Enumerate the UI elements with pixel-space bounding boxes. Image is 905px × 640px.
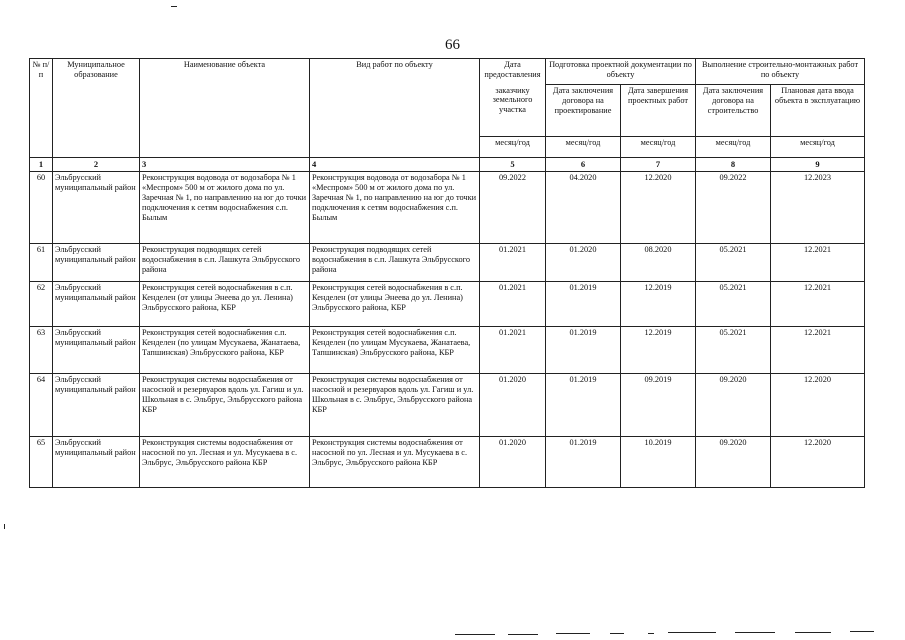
commission-cell: 12.2020 [771, 437, 865, 488]
header-commission-date: Плановая дата ввода объекта в эксплуатацию [771, 85, 865, 137]
municipality-cell: Эльбрусский муниципальный район [53, 282, 140, 327]
object-name-cell: Реконструкция системы водоснабжения от насосной по ул. Лесная и ул. Мусукаева в с. Эльбрус, Эльбрусского района КБР [140, 437, 310, 488]
design-contract-cell: 04.2020 [546, 172, 621, 244]
header-work-type: Вид работ по объекту [310, 59, 480, 158]
scan-mark [455, 634, 495, 635]
design-end-cell: 08.2020 [621, 244, 696, 282]
design-contract-cell: 01.2019 [546, 437, 621, 488]
row-number: 61 [30, 244, 53, 282]
build-contract-cell: 09.2020 [696, 374, 771, 437]
design-contract-cell: 01.2020 [546, 244, 621, 282]
unit-label: месяц/год [621, 137, 696, 158]
scan-mark [668, 632, 716, 633]
work-type-cell: Реконструкция системы водоснабжения от насосной и резервуаров вдоль ул. Гагиш и ул. Школьная в с. Эльбрус, Эльбрусского района КБР [310, 374, 480, 437]
investment-objects-table [29, 58, 865, 488]
object-name-cell: Реконструкция сетей водоснабжения с.п. Кенделен (по улицам Мусукаева, Жанатаева, Тапшинская) Эльбрусского района, КБР [140, 327, 310, 374]
commission-cell: 12.2021 [771, 327, 865, 374]
table-row [30, 244, 865, 282]
commission-cell: 12.2020 [771, 374, 865, 437]
unit-label: месяц/год [771, 137, 865, 158]
scan-mark [171, 6, 177, 7]
land-date-cell: 01.2020 [480, 437, 546, 488]
land-date-cell: 09.2022 [480, 172, 546, 244]
row-number: 63 [30, 327, 53, 374]
work-type-cell: Реконструкция водовода от водозабора № 1 «Меспром» 500 м от жилого дома по ул. Заречная № 1, по направлению на юг до точки подключения к сетям водоснабжения с.п. Былым [310, 172, 480, 244]
row-number: 64 [30, 374, 53, 437]
design-contract-cell: 01.2019 [546, 374, 621, 437]
header-design-contract: Дата заключения договора на проектирование [546, 85, 621, 137]
column-number: 1 [30, 158, 53, 172]
header-land-date-sub: заказчику земельного участка [480, 85, 546, 137]
object-name-cell: Реконструкция подводящих сетей водоснабжения в с.п. Лашкута Эльбрусского района [140, 244, 310, 282]
build-contract-cell: 09.2020 [696, 437, 771, 488]
object-name-cell: Реконструкция системы водоснабжения от насосной и резервуаров вдоль ул. Гагиш и ул. Школьная в с. Эльбрус, Эльбрусского района КБР [140, 374, 310, 437]
municipality-cell: Эльбрусский муниципальный район [53, 327, 140, 374]
design-end-cell: 12.2020 [621, 172, 696, 244]
scan-mark [610, 633, 624, 634]
column-number: 2 [53, 158, 140, 172]
page-number: 66 [445, 37, 460, 53]
column-numbers-row [30, 158, 865, 172]
object-name-cell: Реконструкция водовода от водозабора № 1 «Меспром» 500 м от жилого дома по ул. Заречная № 1, по направлению на юг до точки подключения к сетям водоснабжения с.п. Былым [140, 172, 310, 244]
header-design-end: Дата завершения проектных работ [621, 85, 696, 137]
header-design-group: Подготовка проектной документации по объекту [546, 59, 696, 85]
municipality-cell: Эльбрусский муниципальный район [53, 437, 140, 488]
row-number: 62 [30, 282, 53, 327]
build-contract-cell: 05.2021 [696, 282, 771, 327]
scan-mark [648, 633, 654, 634]
design-end-cell: 12.2019 [621, 327, 696, 374]
build-contract-cell: 05.2021 [696, 327, 771, 374]
work-type-cell: Реконструкция подводящих сетей водоснабжения в с.п. Лашкута Эльбрусского района [310, 244, 480, 282]
column-number: 4 [310, 158, 480, 172]
municipality-cell: Эльбрусский муниципальный район [53, 172, 140, 244]
work-type-cell: Реконструкция системы водоснабжения от насосной по ул. Лесная и ул. Мусукаева в с. Эльбрус, Эльбрусского района КБР [310, 437, 480, 488]
header-num: № п/п [30, 59, 53, 158]
unit-label: месяц/год [546, 137, 621, 158]
commission-cell: 12.2023 [771, 172, 865, 244]
table-row [30, 327, 865, 374]
land-date-cell: 01.2020 [480, 374, 546, 437]
build-contract-cell: 09.2022 [696, 172, 771, 244]
municipality-cell: Эльбрусский муниципальный район [53, 244, 140, 282]
unit-label: месяц/год [480, 137, 546, 158]
design-end-cell: 10.2019 [621, 437, 696, 488]
object-name-cell: Реконструкция сетей водоснабжения в с.п. Кенделен (от улицы Энеева до ул. Ленина) Эльбрусского района, КБР [140, 282, 310, 327]
row-number: 65 [30, 437, 53, 488]
column-number: 9 [771, 158, 865, 172]
scan-mark [4, 524, 5, 529]
row-number: 60 [30, 172, 53, 244]
column-number: 6 [546, 158, 621, 172]
table-row [30, 172, 865, 244]
table-row [30, 374, 865, 437]
design-end-cell: 09.2019 [621, 374, 696, 437]
column-number: 7 [621, 158, 696, 172]
scan-mark [556, 633, 590, 634]
scan-mark [508, 634, 538, 635]
build-contract-cell: 05.2021 [696, 244, 771, 282]
design-contract-cell: 01.2019 [546, 282, 621, 327]
land-date-cell: 01.2021 [480, 327, 546, 374]
scan-mark [735, 632, 775, 633]
header-land-date: Дата предоставления [480, 59, 546, 85]
column-number: 8 [696, 158, 771, 172]
commission-cell: 12.2021 [771, 282, 865, 327]
scan-mark [850, 631, 874, 632]
column-number: 5 [480, 158, 546, 172]
header-build-group: Выполнение строительно-монтажных работ по объекту [696, 59, 865, 85]
table-row [30, 282, 865, 327]
column-number: 3 [140, 158, 310, 172]
design-end-cell: 12.2019 [621, 282, 696, 327]
header-municipality: Муниципальное образование [53, 59, 140, 158]
land-date-cell: 01.2021 [480, 282, 546, 327]
work-type-cell: Реконструкция сетей водоснабжения с.п. Кенделен (по улицам Мусукаева, Жанатаева, Тапшинская) Эльбрусского района, КБР [310, 327, 480, 374]
design-contract-cell: 01.2019 [546, 327, 621, 374]
header-build-contract: Дата заключения договора на строительство [696, 85, 771, 137]
header-object-name: Наименование объекта [140, 59, 310, 158]
table-row [30, 437, 865, 488]
work-type-cell: Реконструкция сетей водоснабжения в с.п. Кенделен (от улицы Энеева до ул. Ленина) Эльбрусского района, КБР [310, 282, 480, 327]
municipality-cell: Эльбрусский муниципальный район [53, 374, 140, 437]
commission-cell: 12.2021 [771, 244, 865, 282]
land-date-cell: 01.2021 [480, 244, 546, 282]
scan-mark [795, 632, 831, 633]
unit-label: месяц/год [696, 137, 771, 158]
